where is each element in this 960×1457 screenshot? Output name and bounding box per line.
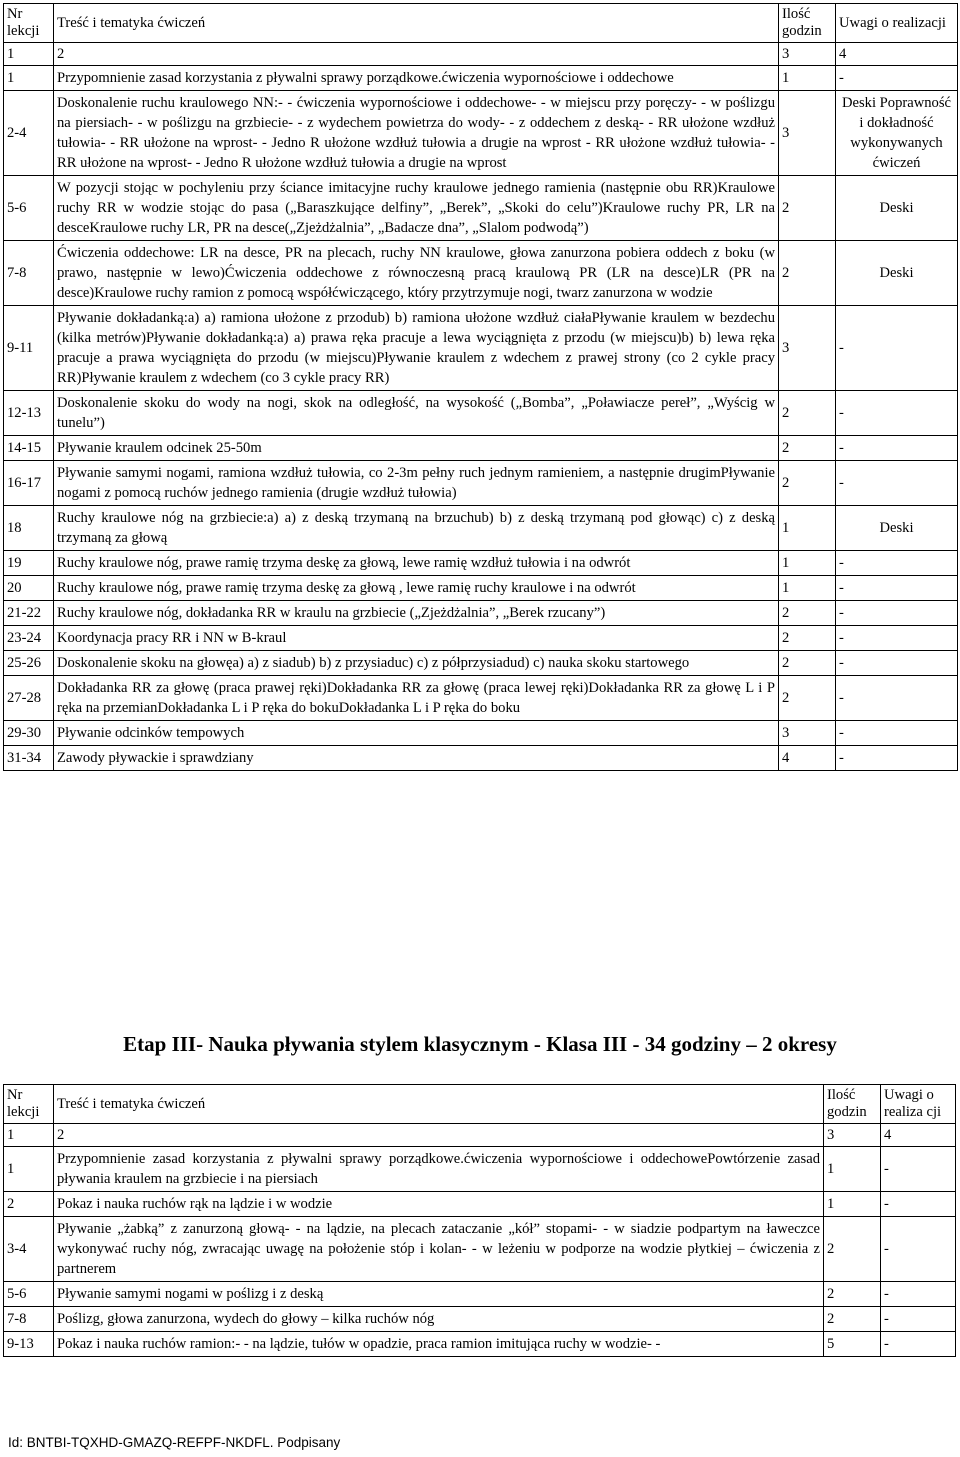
lesson-number: 12-13 <box>4 391 54 436</box>
table-body <box>4 1147 956 1357</box>
section-heading: Etap III- Nauka pływania stylem klasycznym - Klasa III - 34 godziny – 2 okresy <box>123 1032 837 1056</box>
lesson-number: 16-17 <box>4 461 54 506</box>
lesson-content: Ruchy kraulowe nóg na grzbiecie:a) a) z deską trzymaną na brzuchub) b) z deską trzymaną pod głowąc) c) z deską trzymaną za głową <box>54 506 779 551</box>
lesson-hours: 3 <box>779 721 836 746</box>
lesson-hours: 2 <box>779 391 836 436</box>
lesson-content: Zawody pływackie i sprawdziany <box>54 746 779 771</box>
table-row <box>4 626 958 651</box>
lesson-hours: 1 <box>824 1147 881 1192</box>
table-row <box>4 1192 956 1217</box>
lesson-hours: 2 <box>779 436 836 461</box>
lesson-hours: 2 <box>779 461 836 506</box>
lesson-number: 7-8 <box>4 241 54 306</box>
colnum: 4 <box>881 1124 956 1147</box>
lesson-notes: - <box>836 66 958 91</box>
lesson-hours: 3 <box>779 306 836 391</box>
table-row <box>4 1282 956 1307</box>
lesson-notes: - <box>836 306 958 391</box>
column-numbers-row <box>4 43 958 66</box>
lesson-content: Pokaz i nauka ruchów ramion:- - na lądzie, tułów w opadzie, praca ramion imitująca ruchy w wodzie- - <box>54 1332 824 1357</box>
lesson-hours: 1 <box>779 66 836 91</box>
lesson-content: Doskonalenie skoku do wody na nogi, skok na odległość, na wysokość („Bomba”, „Poławiacze pereł”, „Wyścig w tunelu”) <box>54 391 779 436</box>
table-row <box>4 66 958 91</box>
lesson-content: Koordynacja pracy RR i NN w B-kraul <box>54 626 779 651</box>
lesson-hours: 2 <box>779 676 836 721</box>
lesson-content: Doskonalenie skoku na głowęa) a) z siadub) b) z przysiaduc) c) z półprzysiadud) c) nauka skoku startowego <box>54 651 779 676</box>
table-row <box>4 551 958 576</box>
lesson-number: 27-28 <box>4 676 54 721</box>
lesson-number: 25-26 <box>4 651 54 676</box>
lesson-hours: 1 <box>824 1192 881 1217</box>
document-id-footer: Id: BNTBI-TQXHD-GMAZQ-REFPF-NKDFL. Podpisany <box>8 1435 341 1450</box>
lesson-hours: 1 <box>779 551 836 576</box>
header-uwagi: Uwagi o realiza cji <box>881 1085 956 1124</box>
lesson-notes: Deski <box>836 241 958 306</box>
lesson-hours: 1 <box>779 576 836 601</box>
lesson-content: Poślizg, głowa zanurzona, wydech do głowy – kilka ruchów nóg <box>54 1307 824 1332</box>
lesson-notes: - <box>881 1332 956 1357</box>
lesson-hours: 2 <box>779 176 836 241</box>
table-row <box>4 176 958 241</box>
table-row <box>4 91 958 176</box>
lesson-content: W pozycji stojąc w pochyleniu przy ściance imitacyjne ruchy kraulowe jednego ramienia (następnie obu RR)Kraulowe ruchy RR w wodzie stojąc do pasa („Baraszkujące delfiny”, „Berek”, „Skoki do celu”)Kraulowe ruchy PR, LR na desceKraulowe ruchy LR, PR na desce(„Zjeżdżalnia”, „Badacze dna”, „Slalom podwodą”) <box>54 176 779 241</box>
header-ilosc: Ilość godzin <box>824 1085 881 1124</box>
table-row <box>4 1332 956 1357</box>
lesson-notes: - <box>836 651 958 676</box>
table-row <box>4 436 958 461</box>
lesson-notes: Deski <box>836 176 958 241</box>
colnum: 3 <box>824 1124 881 1147</box>
lesson-content: Pokaz i nauka ruchów rąk na lądzie i w wodzie <box>54 1192 824 1217</box>
lesson-hours: 2 <box>779 626 836 651</box>
lesson-hours: 2 <box>824 1307 881 1332</box>
lesson-hours: 4 <box>779 746 836 771</box>
lesson-content: Przypomnienie zasad korzystania z pływalni sprawy porządkowe.ćwiczenia wypornościowe i oddechowePowtórzenie zasad pływania kraulem na grzbiecie i na piersiach <box>54 1147 824 1192</box>
lesson-number: 5-6 <box>4 1282 54 1307</box>
lesson-notes: - <box>836 626 958 651</box>
lesson-number: 14-15 <box>4 436 54 461</box>
lesson-table-2 <box>3 1084 956 1357</box>
colnum: 3 <box>779 43 836 66</box>
lesson-content: Pływanie samymi nogami, ramiona wzdłuż tułowia, co 2-3m pełny ruch jednym ramieniem, a następnie drugimPływanie nogami z pomocą ruchów jednego ramienia (drugie wzdłuż tułowia) <box>54 461 779 506</box>
lesson-hours: 2 <box>779 241 836 306</box>
lesson-content: Ćwiczenia oddechowe: LR na desce, PR na plecach, ruchy NN kraulowe, głowa zanurzona pobiera oddech z boku (w prawo, następnie w lewo)Ćwiczenia oddechowe z równoczesną pracą kraulową PR (LR na desce)LR (PR na desce)Kraulowe ruchy ramion z pomocą współćwiczącego, który przytrzymuje nogi, twarz zanurzona w wodzie <box>54 241 779 306</box>
table-row <box>4 1217 956 1282</box>
lesson-content: Ruchy kraulowe nóg, dokładanka RR w kraulu na grzbiecie („Zjeżdżalnia”, „Berek rzucany”) <box>54 601 779 626</box>
lesson-notes: - <box>881 1307 956 1332</box>
lesson-table-1 <box>3 3 958 771</box>
lesson-content: Ruchy kraulowe nóg, prawe ramię trzyma deskę za głową , lewe ramię ruchy kraulowe i na odwrót <box>54 576 779 601</box>
lesson-content: Pływanie kraulem odcinek 25-50m <box>54 436 779 461</box>
lesson-number: 1 <box>4 1147 54 1192</box>
table-row <box>4 746 958 771</box>
header-nr: Nr lekcji <box>4 4 54 43</box>
table-row <box>4 241 958 306</box>
lesson-hours: 2 <box>779 651 836 676</box>
colnum: 2 <box>54 43 779 66</box>
header-tresc: Treść i tematyka ćwiczeń <box>54 4 779 43</box>
table-row <box>4 306 958 391</box>
lesson-content: Pływanie „żabką” z zanurzoną głową- - na lądzie, na plecach zataczanie „kół” stopami- - w siadzie podpartym na ławeczce wykonywać ruchy nóg, zwracając uwagę na położenie stóp i kolan- - w leżeniu w podporze na wodzie płytkiej – ćwiczenia z partnerem <box>54 1217 824 1282</box>
table-row <box>4 651 958 676</box>
table-row <box>4 1307 956 1332</box>
table-body <box>4 66 958 771</box>
colnum: 1 <box>4 1124 54 1147</box>
lesson-notes: - <box>881 1192 956 1217</box>
colnum: 4 <box>836 43 958 66</box>
header-ilosc: Ilość godzin <box>779 4 836 43</box>
table-row <box>4 576 958 601</box>
lesson-hours: 3 <box>779 91 836 176</box>
lesson-notes: - <box>836 436 958 461</box>
lesson-hours: 2 <box>824 1217 881 1282</box>
lesson-number: 31-34 <box>4 746 54 771</box>
table-row <box>4 461 958 506</box>
lesson-number: 9-11 <box>4 306 54 391</box>
lesson-content: Pływanie odcinków tempowych <box>54 721 779 746</box>
header-tresc: Treść i tematyka ćwiczeń <box>54 1085 824 1124</box>
lesson-number: 1 <box>4 66 54 91</box>
lesson-number: 2 <box>4 1192 54 1217</box>
lesson-notes: Deski <box>836 506 958 551</box>
table-row <box>4 601 958 626</box>
lesson-content: Ruchy kraulowe nóg, prawe ramię trzyma deskę za głową, lewe ramię wzdłuż tułowia i na odwrót <box>54 551 779 576</box>
lesson-number: 9-13 <box>4 1332 54 1357</box>
lesson-number: 29-30 <box>4 721 54 746</box>
lesson-number: 3-4 <box>4 1217 54 1282</box>
lesson-number: 5-6 <box>4 176 54 241</box>
table-row <box>4 676 958 721</box>
lesson-notes: - <box>881 1282 956 1307</box>
colnum: 2 <box>54 1124 824 1147</box>
table-row <box>4 1147 956 1192</box>
lesson-notes: - <box>836 746 958 771</box>
lesson-notes: - <box>836 576 958 601</box>
column-numbers-row <box>4 1124 956 1147</box>
lesson-notes: - <box>836 676 958 721</box>
lesson-notes: Deski Poprawność i dokładność wykonywanych ćwiczeń <box>836 91 958 176</box>
lesson-notes: - <box>836 551 958 576</box>
table-row <box>4 391 958 436</box>
table-header-row <box>4 4 958 43</box>
lesson-hours: 2 <box>779 601 836 626</box>
lesson-number: 20 <box>4 576 54 601</box>
lesson-hours: 1 <box>779 506 836 551</box>
table-row <box>4 506 958 551</box>
lesson-content: Przypomnienie zasad korzystania z pływalni sprawy porządkowe.ćwiczenia wypornościowe i oddechowe <box>54 66 779 91</box>
lesson-notes: - <box>881 1217 956 1282</box>
lesson-notes: - <box>836 601 958 626</box>
lesson-hours: 2 <box>824 1282 881 1307</box>
lesson-number: 18 <box>4 506 54 551</box>
lesson-number: 2-4 <box>4 91 54 176</box>
lesson-number: 19 <box>4 551 54 576</box>
table-header-row <box>4 1085 956 1124</box>
lesson-notes: - <box>836 461 958 506</box>
lesson-notes: - <box>836 391 958 436</box>
header-uwagi: Uwagi o realizacji <box>836 4 958 43</box>
lesson-number: 7-8 <box>4 1307 54 1332</box>
lesson-content: Pływanie dokładanką:a) a) ramiona ułożone z przodub) b) ramiona ułożone wzdłuż ciałaPływanie kraulem w bezdechu (kilka metrów)Pływanie dokładanką:a) a) prawa ręka pracuje a lewa wyciągnięta z przodu (w miejscu)b) b) lewa ręka pracuje a prawa wyciągnięta do przodu (w miejscu)Pływanie kraulem z wdechem z prawej strony (co 2 cykle pracy RR)Pływanie kraulem z wdechem (co 3 cykle pracy RR) <box>54 306 779 391</box>
lesson-hours: 5 <box>824 1332 881 1357</box>
lesson-notes: - <box>881 1147 956 1192</box>
lesson-notes: - <box>836 721 958 746</box>
header-nr: Nr lekcji <box>4 1085 54 1124</box>
table-row <box>4 721 958 746</box>
lesson-number: 23-24 <box>4 626 54 651</box>
lesson-content: Pływanie samymi nogami w poślizg i z deską <box>54 1282 824 1307</box>
lesson-content: Dokładanka RR za głowę (praca prawej ręki)Dokładanka RR za głowę (praca lewej ręki)Dokładanka RR za głowę L i P ręka na przemianDokładanka L i P ręka do bokuDokładanka L i P ręka do boku <box>54 676 779 721</box>
lesson-content: Doskonalenie ruchu kraulowego NN:- - ćwiczenia wypornościowe i oddechowe- - w miejscu przy poręczy- - w poślizgu na piersiach- - w poślizgu na grzbiecie- - z wydechem powietrza do wody- - z oddechem z deską- - RR ułożone wzdłuż tułowia- - RR ułożone na wprost- - Jedno R ułożone wzdłuż tułowia a drugie na wprost - RR ułożone wzdłuż tułowia- - RR ułożone na wprost- - Jedno R ułożone wzdłuż tułowia a drugie na wprost <box>54 91 779 176</box>
lesson-number: 21-22 <box>4 601 54 626</box>
colnum: 1 <box>4 43 54 66</box>
